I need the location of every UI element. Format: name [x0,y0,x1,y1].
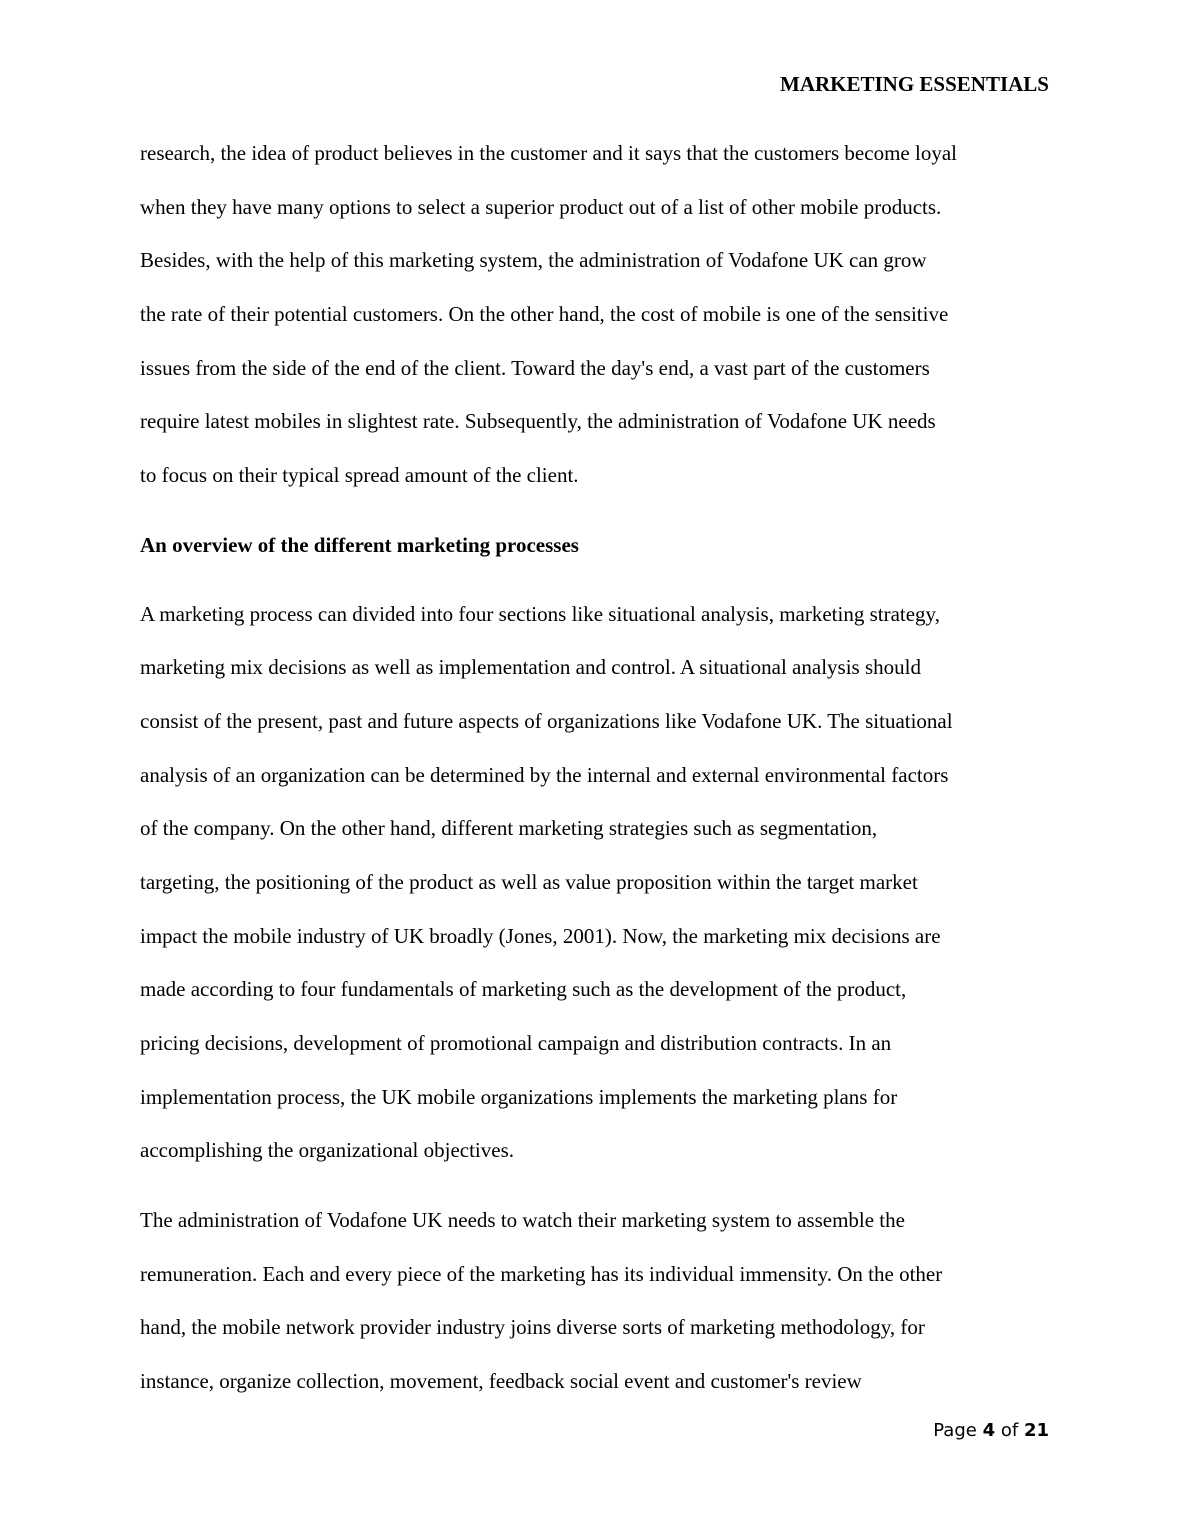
text-line: targeting, the positioning of the product as well as value proposition within the target market [140,869,918,894]
total-pages-number: 21 [1023,1420,1049,1441]
text-line: analysis of an organization can be determined by the internal and external environmental factors [140,762,949,787]
text-line: Besides, with the help of this marketing system, the administration of Vodafone UK can grow [140,248,927,273]
text-line: A marketing process can divided into four sections like situational analysis, marketing strategy, [140,601,940,626]
text-line: instance, organize collection, movement, feedback social event and customer's review [140,1369,862,1394]
text-line: research, the idea of product believes in the customer and it says that the customers become loyal [140,141,957,165]
text-line: consist of the present, past and future aspects of organizations like Vodafone UK. The situational [140,708,953,733]
text-line: the rate of their potential customers. On the other hand, the cost of mobile is one of the sensitive [140,302,949,327]
text-line: remuneration. Each and every piece of the marketing has its individual immensity. On the other [140,1261,943,1286]
text-line: issues from the side of the end of the client. Toward the day's end, a vast part of the customers [140,355,930,380]
page-number-footer [933,1418,1049,1444]
current-page-number: 4 [982,1420,996,1441]
text-line: implementation process, the UK mobile organizations implements the marketing plans for [140,1084,898,1109]
of-label: of [1000,1420,1019,1441]
document-body [140,127,1050,1409]
text-line: to focus on their typical spread amount of the client. [140,463,579,488]
text-line: when they have many options to select a superior product out of a list of other mobile products. [140,194,942,219]
paragraph-3 [140,1194,1050,1409]
text-line: accomplishing the organizational objectives. [140,1138,515,1163]
text-line: pricing decisions, development of promotional campaign and distribution contracts. In an [140,1031,892,1055]
text-line: marketing mix decisions as well as implementation and control. A situational analysis should [140,655,921,680]
text-line: require latest mobiles in slightest rate. Subsequently, the administration of Vodafone UK needs [140,409,936,434]
text-line: impact the mobile industry of UK broadly (Jones, 2001). Now, the marketing mix decisions are [140,923,941,948]
running-header: MARKETING ESSENTIALS [780,72,1049,96]
paragraph-2 [140,588,1050,1179]
page-label: Page [933,1420,977,1441]
section-heading: An overview of the different marketing processes [140,532,579,557]
text-line: made according to four fundamentals of marketing such as the development of the product, [140,977,907,1002]
text-line: The administration of Vodafone UK needs to watch their marketing system to assemble the [140,1208,905,1233]
text-line: of the company. On the other hand, different marketing strategies such as segmentation, [140,816,878,841]
text-line: hand, the mobile network provider industry joins diverse sorts of marketing methodology, for [140,1315,925,1340]
paragraph-1 [140,127,1050,503]
